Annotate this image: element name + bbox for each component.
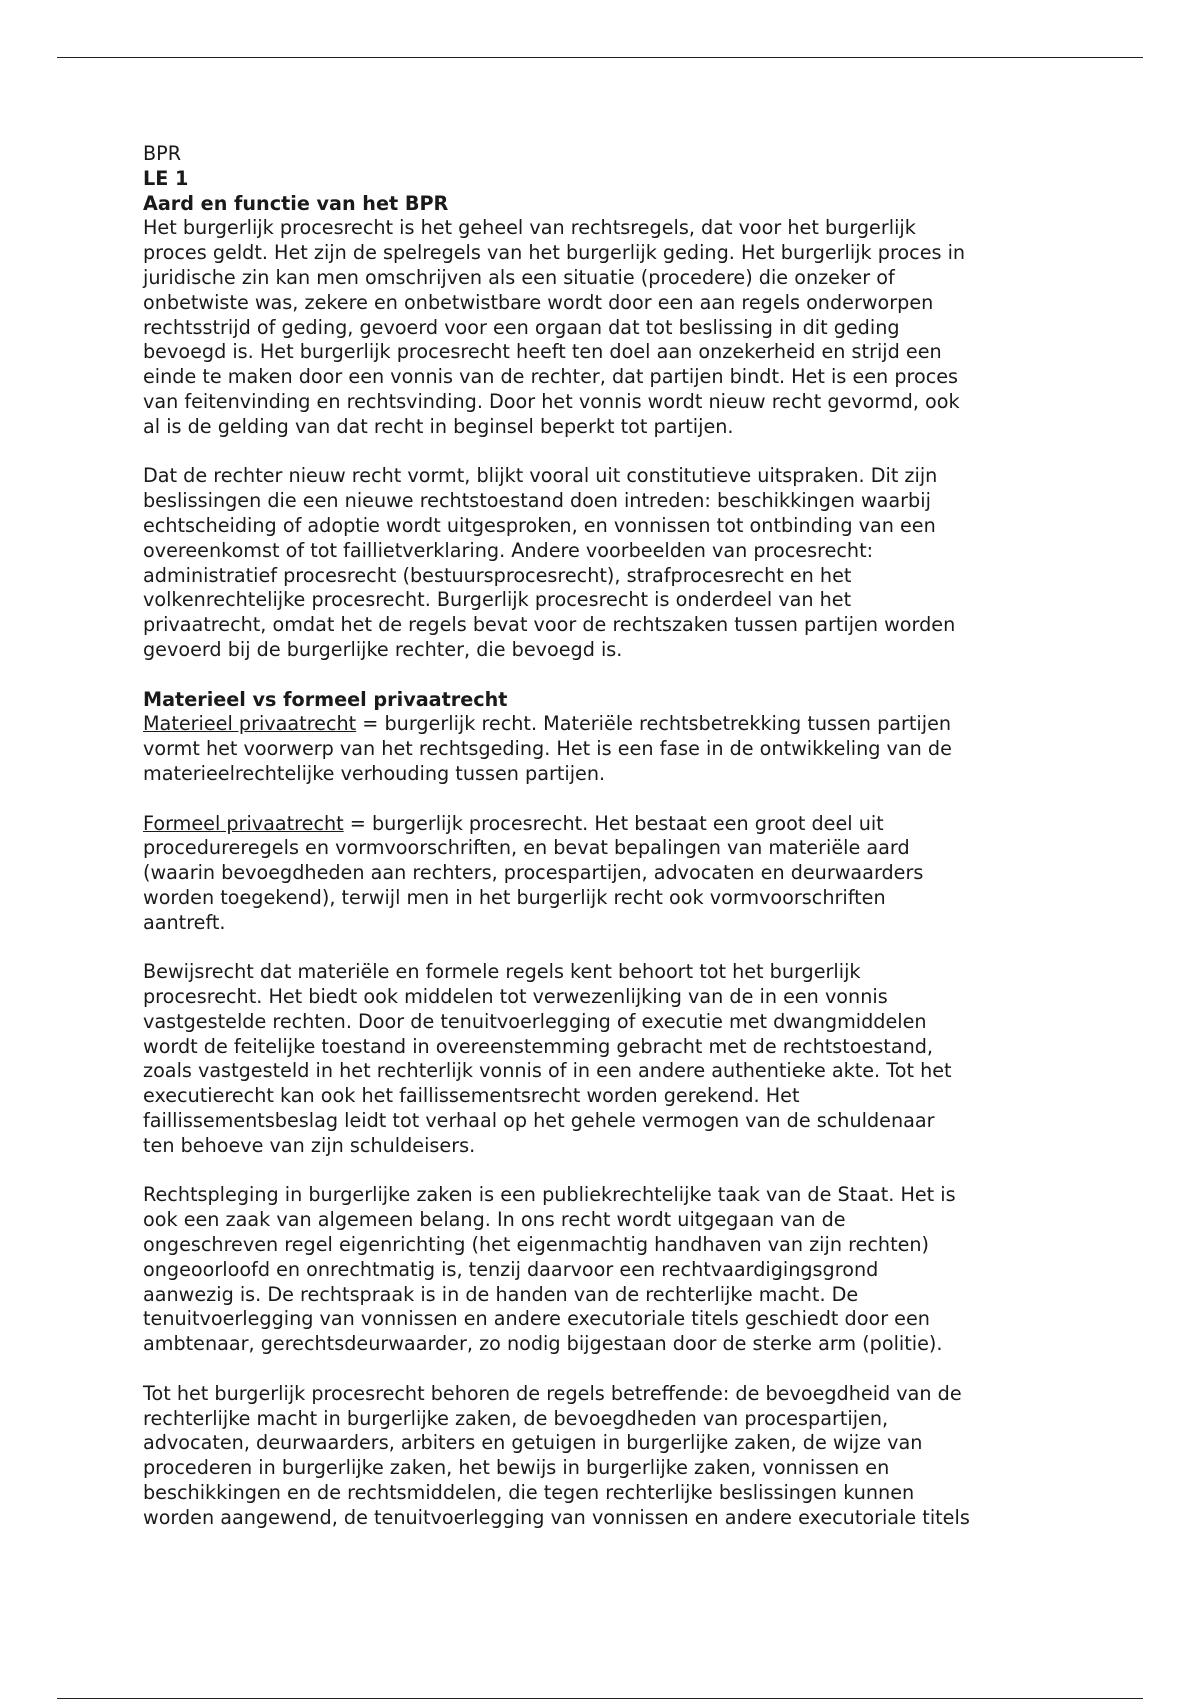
term-formeel-privaatrecht: Formeel privaatrecht	[143, 811, 344, 835]
section-heading-materieel-vs-formeel: Materieel vs formeel privaatrecht	[143, 687, 508, 711]
paragraph-gap	[143, 1357, 1083, 1382]
paragraph-6: Rechtspleging in burgerlijke zaken is een publiekrechtelijke taak van de Staat. Het is ook een zaak van algemeen belang. In ons recht wordt uitgegaan van de ongeschreven regel eigenrichting (het eigenmachtig handhaven van zijn rechten) ongeoorloofd en onrechtmatig is, tenzij daarvoor een rechtvaardigingsgrond aanwezig is. De rechtspraak is in de handen van de rechterlijke macht. De tenuitvoerlegging van vonnissen en andere executoriale titels geschiedt door een ambtenaar, gerechtsdeurwaarder, zo nodig bijgestaan door de sterke arm (politie).	[143, 1183, 956, 1356]
term-materieel-privaatrecht: Materieel privaatrecht	[143, 712, 357, 736]
paragraph-3	[143, 712, 1083, 786]
paragraph-5: Bewijsrecht dat materiële en formele regels kent behoort tot het burgerlijk procesrecht. Het biedt ook middelen tot verwezenlijking van de in een vonnis vastgestelde rechten. Door de tenuitvoerlegging of executie met dwangmiddelen wordt de feitelijke toestand in overeenstemming gebracht met de rechtstoestand, zoals vastgesteld in het rechterlijk vonnis of in een andere authentieke akte. Tot het executierecht kan ook het faillissementsrecht worden gerekend. Het faillissementsbeslag leidt tot verhaal op het gehele vermogen van de schuldenaar ten behoeve van zijn schuldeisers.	[143, 960, 952, 1157]
chapter-heading: LE 1	[143, 166, 189, 190]
paragraph-1: Het burgerlijk procesrecht is het geheel van rechtsregels, dat voor het burgerlijk proces geldt. Het zijn de spelregels van het burgerlijk geding. Het burgerlijk proces in juridische zin kan men omschrijven als een situatie (procedere) die onzeker of onbetwiste was, zekere en onbetwistbare wordt door een aan regels onderworpen rechtsstrijd of geding, gevoerd voor een orgaan dat tot beslissing in dit geding bevoegd is. Het burgerlijk procesrecht heeft ten doel aan onzekerheid en strijd een einde te maken door een vonnis van de rechter, dat partijen bindt. Het is een proces van feitenvinding en rechtsvinding. Door het vonnis wordt nieuw recht gevormd, ook al is de gelding van dat recht in beginsel beperkt tot partijen.	[143, 216, 966, 438]
paragraph-gap	[143, 936, 1083, 961]
document-label: BPR	[143, 142, 182, 165]
paragraph-gap	[143, 663, 1083, 688]
paragraph-gap	[143, 787, 1083, 812]
section-heading-aard-en-functie: Aard en functie van het BPR	[143, 191, 449, 215]
paragraph-4	[143, 812, 1083, 936]
top-rule	[57, 57, 1143, 58]
document-body	[143, 142, 1083, 1531]
paragraph-2: Dat de rechter nieuw recht vormt, blijkt vooral uit constitutieve uitspraken. Dit zijn beslissingen die een nieuwe rechtstoestand doen intreden: beschikkingen waarbij echtscheiding of adoptie wordt uitgesproken, en vonnissen tot ontbinding van een overeenkomst of tot faillietverklaring. Andere voorbeelden van procesrecht: administratief procesrecht (bestuursprocesrecht), strafprocesrecht en het volkenrechtelijke procesrecht. Burgerlijk procesrecht is onderdeel van het privaatrecht, omdat het de regels bevat voor de rechtszaken tussen partijen worden gevoerd bij de burgerlijke rechter, die bevoegd is.	[143, 464, 956, 661]
bottom-rule	[57, 1698, 1143, 1699]
paragraph-gap	[143, 440, 1083, 465]
paragraph-7: Tot het burgerlijk procesrecht behoren de regels betreffende: de bevoegdheid van de rechterlijke macht in burgerlijke zaken, de bevoegdheden van procespartijen, advocaten, deurwaarders, arbiters en getuigen in burgerlijke zaken, de wijze van procederen in burgerlijke zaken, het bewijs in burgerlijke zaken, vonnissen en beschikkingen en de rechtsmiddelen, die tegen rechterlijke beslissingen kunnen worden aangewend, de tenuitvoerlegging van vonnissen en andere executoriale titels	[143, 1381, 970, 1529]
paragraph-gap	[143, 1159, 1083, 1184]
paragraph-4-text: = burgerlijk procesrecht. Het bestaat een groot deel uit procedureregels en vormvoorschriften, en bevat bepalingen van materiële aard (waarin bevoegdheden aan rechters, procespartijen, advocaten en deurwaarders worden toegekend), terwijl men in het burgerlijk recht ook vormvoorschriften aantreft.	[143, 811, 924, 934]
paragraph-3-text: = burgerlijk recht. Materiële rechtsbetrekking tussen partijen vormt het voorwerp van het rechtsgeding. Het is een fase in de ontwikkeling van de materieelrechtelijke verhouding tussen partijen.	[143, 712, 952, 785]
